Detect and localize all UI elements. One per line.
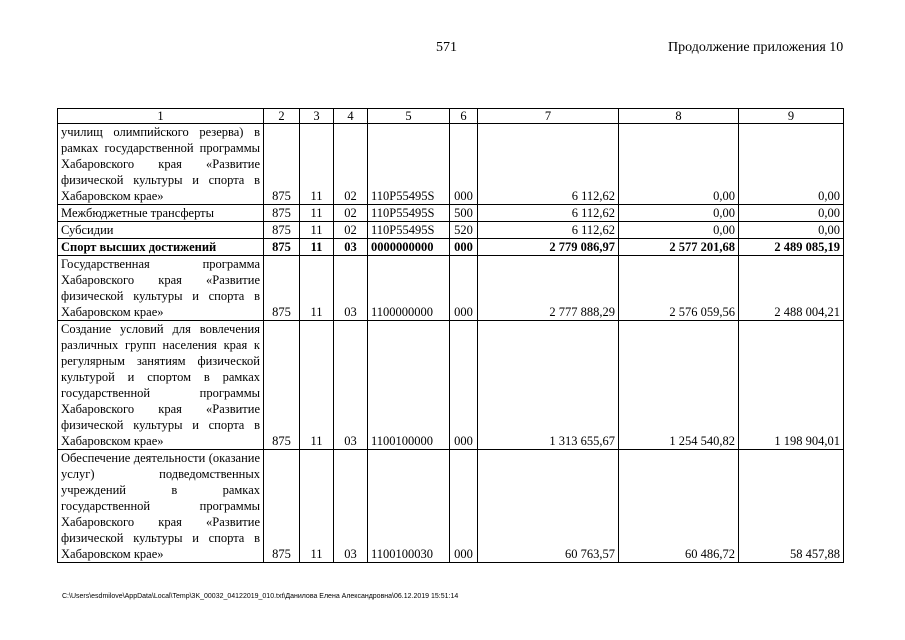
cell-expense-type: 000	[450, 321, 478, 450]
cell-target-article: 1100000000	[368, 256, 450, 321]
cell-section: 11	[300, 222, 334, 239]
cell-section: 11	[300, 124, 334, 205]
cell-amount-col8: 0,00	[619, 124, 739, 205]
cell-ministry: 875	[264, 124, 300, 205]
cell-section: 11	[300, 321, 334, 450]
cell-target-article: 1100100000	[368, 321, 450, 450]
cell-amount-col8: 1 254 540,82	[619, 321, 739, 450]
cell-amount-col9: 2 489 085,19	[739, 239, 844, 256]
page-number: 571	[436, 40, 457, 55]
column-header: 6	[450, 109, 478, 124]
row-name: Субсидии	[58, 222, 264, 239]
table-row	[58, 124, 844, 205]
cell-target-article: 1100100030	[368, 450, 450, 563]
cell-section: 11	[300, 239, 334, 256]
cell-amount-col8: 0,00	[619, 205, 739, 222]
column-header: 7	[478, 109, 619, 124]
table-row	[58, 222, 844, 239]
cell-expense-type: 500	[450, 205, 478, 222]
column-header: 1	[58, 109, 264, 124]
cell-section: 11	[300, 256, 334, 321]
cell-target-article: 0000000000	[368, 239, 450, 256]
cell-section: 11	[300, 450, 334, 563]
cell-amount-col7: 2 777 888,29	[478, 256, 619, 321]
cell-section: 11	[300, 205, 334, 222]
header-row	[58, 109, 844, 124]
cell-expense-type: 520	[450, 222, 478, 239]
cell-subsection: 03	[334, 450, 368, 563]
column-header: 8	[619, 109, 739, 124]
cell-amount-col7: 6 112,62	[478, 222, 619, 239]
column-header: 3	[300, 109, 334, 124]
row-name: Создание условий для вовлечения различных групп населения края к регулярным занятиям физической культурой и спортом в рамках государственной программы Хабаровского края «Развитие физической культуры и спорта в Хабаровском крае»	[58, 321, 264, 450]
row-name: Спорт высших достижений	[58, 239, 264, 256]
cell-expense-type: 000	[450, 124, 478, 205]
cell-subsection: 02	[334, 205, 368, 222]
cell-subsection: 03	[334, 321, 368, 450]
cell-amount-col9: 58 457,88	[739, 450, 844, 563]
cell-amount-col8: 60 486,72	[619, 450, 739, 563]
file-path-footer: C:\Users\esdmilove\AppData\Local\Temp\3K_00032_04122019_010.txt\Данилова Елена Александровна\06.12.2019 15:51:14	[62, 593, 459, 600]
row-name: Государственная программа Хабаровского края «Развитие физической культуры и спорта в Хабаровском крае»	[58, 256, 264, 321]
cell-target-article: 110P55495S	[368, 205, 450, 222]
cell-amount-col8: 2 577 201,68	[619, 239, 739, 256]
cell-subsection: 03	[334, 256, 368, 321]
column-header: 4	[334, 109, 368, 124]
cell-expense-type: 000	[450, 450, 478, 563]
cell-expense-type: 000	[450, 256, 478, 321]
cell-ministry: 875	[264, 239, 300, 256]
row-name: Межбюджетные трансферты	[58, 205, 264, 222]
table-row	[58, 239, 844, 256]
budget-table	[57, 108, 844, 563]
cell-amount-col7: 1 313 655,67	[478, 321, 619, 450]
cell-subsection: 03	[334, 239, 368, 256]
cell-amount-col7: 2 779 086,97	[478, 239, 619, 256]
column-header: 2	[264, 109, 300, 124]
cell-amount-col8: 0,00	[619, 222, 739, 239]
cell-target-article: 110P55495S	[368, 222, 450, 239]
cell-amount-col9: 1 198 904,01	[739, 321, 844, 450]
cell-expense-type: 000	[450, 239, 478, 256]
appendix-note: Продолжение приложения 10	[668, 40, 844, 55]
cell-amount-col7: 6 112,62	[478, 124, 619, 205]
row-name: Обеспечение деятельности (оказание услуг) подведомственных учреждений в рамках государственной программы Хабаровского края «Развитие физической культуры и спорта в Хабаровском крае»	[58, 450, 264, 563]
cell-subsection: 02	[334, 222, 368, 239]
table-row	[58, 205, 844, 222]
cell-ministry: 875	[264, 321, 300, 450]
cell-ministry: 875	[264, 205, 300, 222]
table-row	[58, 256, 844, 321]
table-row	[58, 321, 844, 450]
cell-amount-col8: 2 576 059,56	[619, 256, 739, 321]
cell-target-article: 110P55495S	[368, 124, 450, 205]
cell-ministry: 875	[264, 222, 300, 239]
cell-ministry: 875	[264, 256, 300, 321]
column-header: 9	[739, 109, 844, 124]
cell-amount-col9: 0,00	[739, 222, 844, 239]
table-row	[58, 450, 844, 563]
cell-subsection: 02	[334, 124, 368, 205]
cell-amount-col7: 6 112,62	[478, 205, 619, 222]
cell-ministry: 875	[264, 450, 300, 563]
cell-amount-col9: 0,00	[739, 205, 844, 222]
row-name: училищ олимпийского резерва) в рамках государственной программы Хабаровского края «Развитие физической культуры и спорта в Хабаровском крае»	[58, 124, 264, 205]
cell-amount-col9: 2 488 004,21	[739, 256, 844, 321]
column-header: 5	[368, 109, 450, 124]
cell-amount-col7: 60 763,57	[478, 450, 619, 563]
cell-amount-col9: 0,00	[739, 124, 844, 205]
